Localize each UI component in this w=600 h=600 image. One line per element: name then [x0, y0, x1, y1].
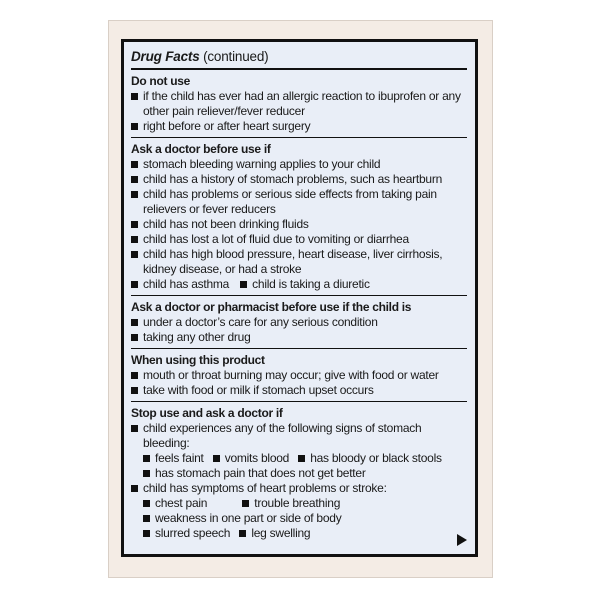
- section-stop-use: [131, 402, 467, 544]
- inline-items-row: [131, 526, 467, 541]
- list-item: take with food or milk if stomach upset occurs: [131, 383, 467, 398]
- list-item: has stomach pain that does not get better: [143, 466, 366, 481]
- list-item: mouth or throat burning may occur; give with food or water: [131, 368, 467, 383]
- list-item: child experiences any of the following signs of stomach bleeding:: [131, 421, 467, 451]
- inline-items-row: [131, 277, 467, 292]
- list-item: feels faint: [143, 451, 204, 466]
- section-ask-doctor: [131, 138, 467, 296]
- list-item: child has asthma: [131, 277, 229, 292]
- list-item: trouble breathing: [242, 496, 340, 511]
- list-item: child has not been drinking fluids: [131, 217, 467, 232]
- section-title: Ask a doctor or pharmacist before use if the child is: [131, 300, 412, 314]
- list-item: taking any other drug: [131, 330, 467, 345]
- section-title: Do not use: [131, 74, 190, 88]
- section-title: When using this product: [131, 353, 265, 367]
- list-item: child is taking a diuretic: [240, 277, 370, 292]
- list-item: child has lost a lot of fluid due to vomiting or diarrhea: [131, 232, 467, 247]
- panel-title: Drug Facts: [131, 49, 200, 64]
- panel-header: [131, 48, 467, 70]
- list-item: child has a history of stomach problems, such as heartburn: [131, 172, 467, 187]
- panel-title-suffix: (continued): [203, 49, 269, 64]
- list-item: if the child has ever had an allergic reaction to ibuprofen or any other pain reliever/fever reducer: [131, 89, 467, 119]
- section-ask-doctor-pharmacist: [131, 296, 467, 349]
- list-item: weakness in one part or side of body: [143, 511, 341, 526]
- section-title: Ask a doctor before use if: [131, 142, 271, 156]
- continue-arrow-icon: [457, 534, 467, 546]
- list-item: has bloody or black stools: [298, 451, 442, 466]
- list-item: child has high blood pressure, heart disease, liver cirrhosis, kidney disease, or had a stroke: [131, 247, 467, 277]
- list-item: chest pain: [143, 496, 207, 511]
- list-item: under a doctor’s care for any serious condition: [131, 315, 467, 330]
- list-item: leg swelling: [239, 526, 310, 541]
- section-title: Stop use and ask a doctor if: [131, 406, 283, 420]
- section-when-using: [131, 349, 467, 402]
- section-do-not-use: [131, 70, 467, 138]
- inline-items-row: [131, 466, 467, 481]
- list-item: vomits blood: [213, 451, 289, 466]
- list-item: slurred speech: [143, 526, 230, 541]
- inline-items-row: [131, 496, 467, 511]
- list-item: right before or after heart surgery: [131, 119, 467, 134]
- list-item: child has symptoms of heart problems or stroke:: [131, 481, 467, 496]
- drug-facts-panel: [121, 39, 478, 557]
- inline-items-row: [131, 451, 467, 466]
- list-item: child has problems or serious side effects from taking pain relievers or fever reducers: [131, 187, 467, 217]
- inline-items-row: [131, 511, 467, 526]
- list-item: stomach bleeding warning applies to your child: [131, 157, 467, 172]
